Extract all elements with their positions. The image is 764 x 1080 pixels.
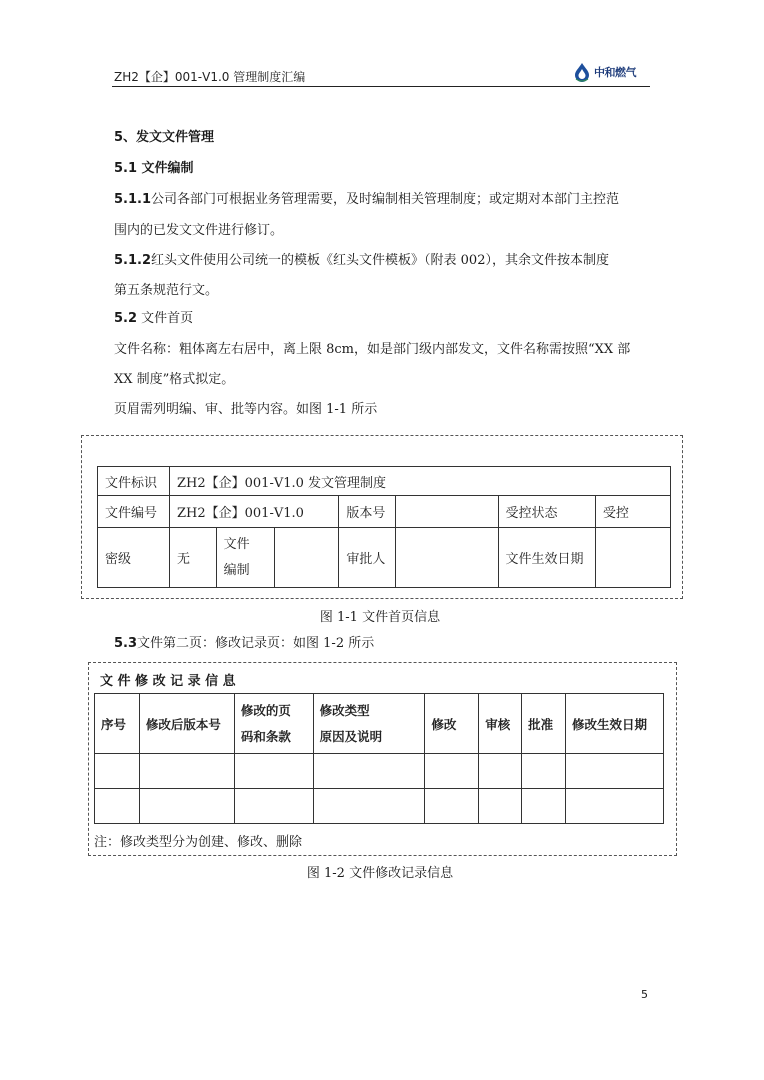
table-cell bbox=[216, 528, 275, 588]
table-cell bbox=[566, 789, 664, 824]
company-logo bbox=[573, 62, 636, 82]
table-cell bbox=[522, 754, 566, 789]
para-5-1-1-line1 bbox=[114, 192, 619, 208]
table-header-cell: 修改后版本号 bbox=[139, 694, 234, 754]
para-5-1-2-line1 bbox=[114, 253, 609, 269]
table-cell bbox=[566, 754, 664, 789]
figure-1-1-caption: 图 1-1 文件首页信息 bbox=[319, 610, 441, 625]
table-cell bbox=[595, 528, 670, 588]
section-5-2-title bbox=[114, 311, 193, 327]
table-header-cell bbox=[313, 694, 425, 754]
table-cell bbox=[479, 789, 522, 824]
table-cell: 文件生效日期 bbox=[498, 528, 595, 588]
table-cell bbox=[234, 789, 313, 824]
table-cell: ZH2【企】001-V1.0 发文管理制度 bbox=[170, 467, 671, 496]
page-number: 5 bbox=[641, 988, 648, 1001]
table-cell bbox=[275, 528, 339, 588]
table-cell bbox=[95, 789, 140, 824]
table-header-cell: 修改生效日期 bbox=[566, 694, 664, 754]
table-cell: 文件编号 bbox=[98, 496, 170, 528]
table-cell bbox=[522, 789, 566, 824]
figure-1-2-caption: 图 1-2 文件修改记录信息 bbox=[306, 866, 454, 881]
para-5-1-2-number: 5.1.2 bbox=[114, 253, 152, 268]
table-cell bbox=[139, 754, 234, 789]
table-cell: 无 bbox=[170, 528, 217, 588]
cell-line: 原因及说明 bbox=[319, 728, 383, 744]
flame-drop-icon bbox=[573, 62, 591, 82]
table-row bbox=[95, 789, 664, 824]
para-5-1-1-line2: 围内的已发文文件进行修订。 bbox=[114, 223, 284, 238]
table-cell bbox=[313, 754, 425, 789]
table-cell bbox=[396, 528, 498, 588]
para-5-2-line3: 页眉需列明编、审、批等内容。如图 1-1 所示 bbox=[114, 402, 378, 417]
logo-text: 中和燃气 bbox=[594, 66, 636, 79]
section-5-2-number: 5.2 bbox=[114, 311, 138, 326]
revision-record-table bbox=[94, 693, 664, 824]
cell-line: 文件 bbox=[223, 536, 250, 552]
table-header-cell: 审核 bbox=[479, 694, 522, 754]
section-5-3-text: 文件第二页：修改记录页：如图 1-2 所示 bbox=[137, 636, 375, 651]
revision-table-title: 文 件 修 改 记 录 信 息 bbox=[100, 674, 236, 689]
section-5-2-text: 文件首页 bbox=[141, 311, 194, 326]
table-cell bbox=[479, 754, 522, 789]
file-front-page-table bbox=[97, 466, 671, 588]
para-5-1-1-text1: 公司各部门可根据业务管理需要，及时编制相关管理制度；或定期对本部门主控范 bbox=[151, 192, 620, 207]
para-5-2-line2: XX 制度”格式拟定。 bbox=[114, 372, 235, 387]
para-5-2-line1: 文件名称：粗体离左右居中，离上限 8cm，如是部门级内部发文，文件名称需按照“XX 部 bbox=[114, 342, 631, 357]
para-5-1-2-text1: 红头文件使用公司统一的模板《红头文件模板》（附表 002），其余文件按本制度 bbox=[151, 253, 609, 268]
table-cell: 文件标识 bbox=[98, 467, 170, 496]
table-row bbox=[98, 467, 671, 496]
table-cell bbox=[425, 754, 479, 789]
table-header-cell: 修改 bbox=[425, 694, 479, 754]
table-cell: 受控 bbox=[595, 496, 670, 528]
section-5-1-title: 5.1 文件编制 bbox=[114, 161, 194, 176]
table-cell bbox=[313, 789, 425, 824]
cell-line: 码和条款 bbox=[240, 728, 291, 744]
table-cell: ZH2【企】001-V1.0 bbox=[170, 496, 339, 528]
section-5-3-line bbox=[114, 636, 374, 652]
table-header-cell: 批准 bbox=[522, 694, 566, 754]
cell-line: 修改的页 bbox=[240, 702, 291, 718]
para-5-1-1-number: 5.1.1 bbox=[114, 192, 152, 207]
header-doc-title: ZH2【企】001-V1.0 管理制度汇编 bbox=[114, 70, 306, 84]
table-row bbox=[95, 694, 664, 754]
table-cell: 受控状态 bbox=[498, 496, 595, 528]
section-5-3-number: 5.3 bbox=[114, 636, 138, 651]
section-5-title: 5、发文文件管理 bbox=[114, 130, 215, 145]
table-cell: 版本号 bbox=[339, 496, 396, 528]
table-header-cell: 序号 bbox=[95, 694, 140, 754]
header-divider bbox=[112, 86, 650, 87]
table-cell bbox=[396, 496, 498, 528]
para-5-1-2-line2: 第五条规范行文。 bbox=[114, 283, 219, 298]
cell-line: 编制 bbox=[223, 562, 250, 578]
table-cell bbox=[425, 789, 479, 824]
table-header-cell bbox=[234, 694, 313, 754]
table-cell bbox=[234, 754, 313, 789]
table-row bbox=[95, 754, 664, 789]
table-cell bbox=[139, 789, 234, 824]
table-row bbox=[98, 496, 671, 528]
table-cell: 审批人 bbox=[339, 528, 396, 588]
revision-note: 注：修改类型分为创建、修改、删除 bbox=[94, 835, 303, 850]
table-cell: 密级 bbox=[98, 528, 170, 588]
table-cell bbox=[95, 754, 140, 789]
table-row bbox=[98, 528, 671, 588]
cell-line: 修改类型 bbox=[319, 702, 370, 718]
